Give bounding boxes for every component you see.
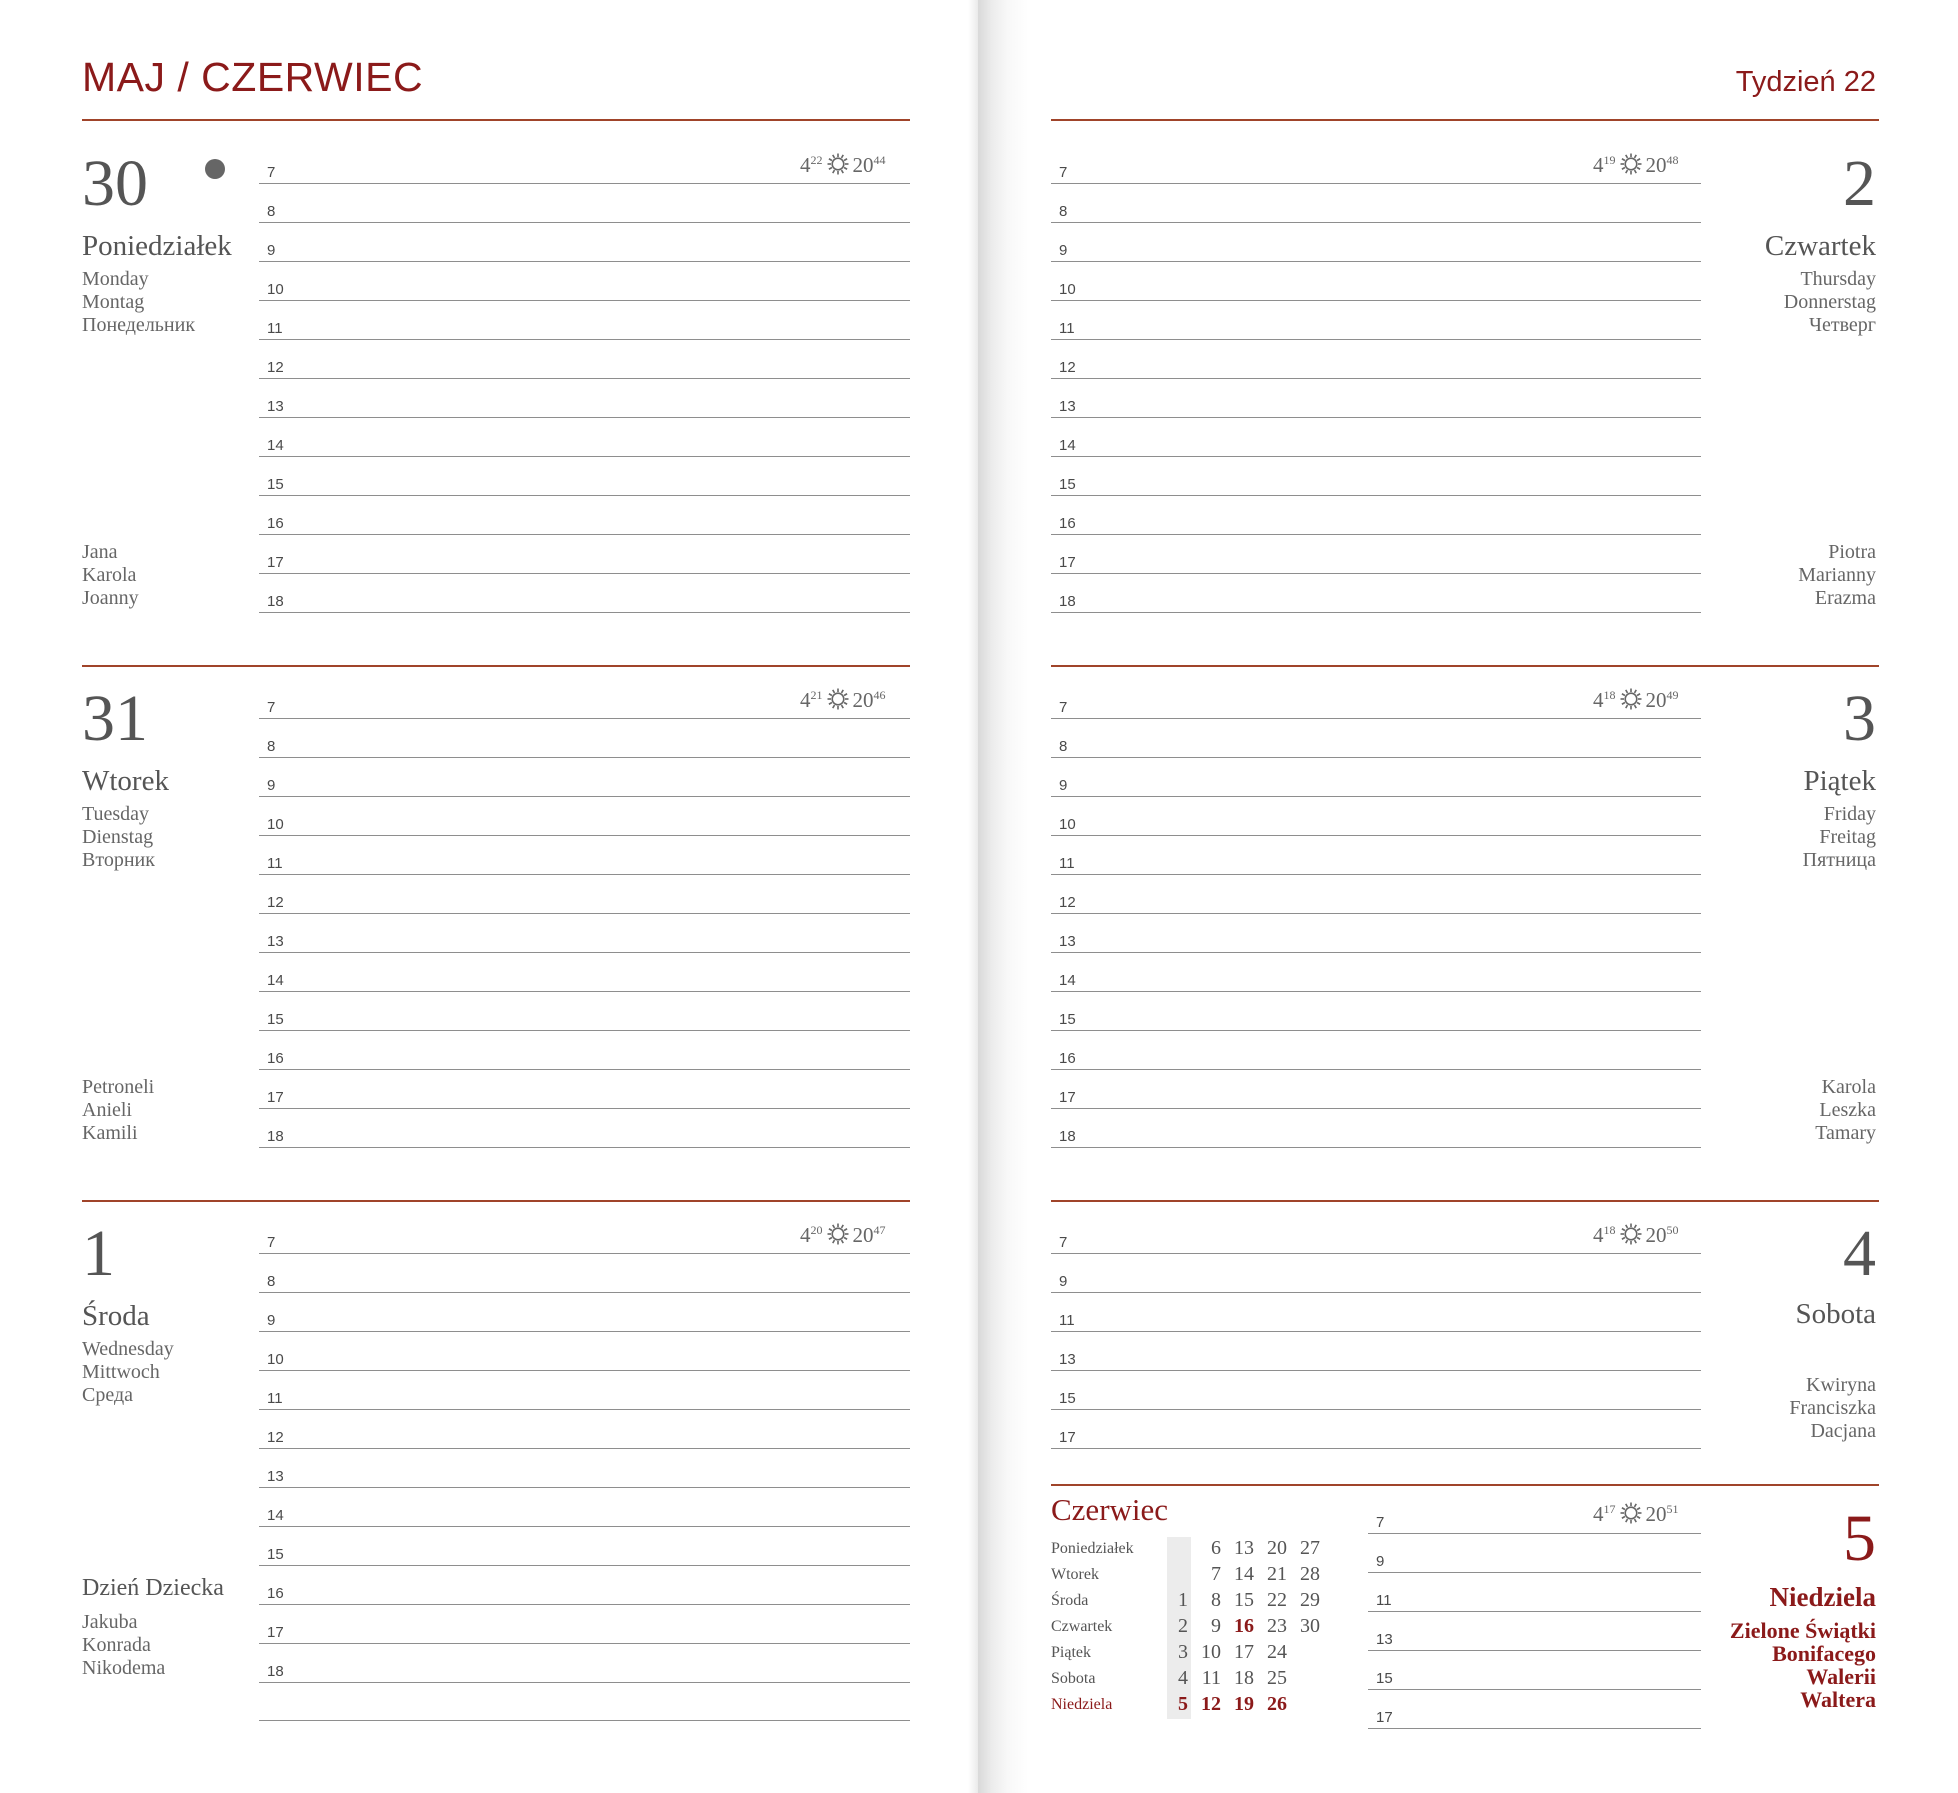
day-translations-line: Freitag [1819,826,1876,848]
day-number: 30 [82,147,148,220]
right-d3-hour-row [1051,1031,1701,1070]
hour-number: 12 [267,894,284,911]
hour-number: 12 [1059,894,1076,911]
sun-icon [827,688,849,710]
day-translations [82,268,195,337]
moon-phase-icon [205,159,225,179]
left-d31-hour-row [259,836,910,875]
right-d3-hour-row [1051,1109,1701,1148]
right-d5-hour-row [1368,1534,1701,1573]
right-d3-hour-row [1051,836,1701,875]
sunset-time: $20^{51}$ [1645,1502,1679,1526]
name-days-line: Jana [82,541,118,563]
day-translations-line: Понедельник [82,314,196,336]
day-translations [82,803,155,872]
left-d30-hour-row [259,262,910,301]
sunday-names-line: Bonifacego [1772,1641,1876,1666]
left-d30-hour-row [259,535,910,574]
hour-number: 15 [267,1546,284,1563]
mini-calendar-date: 4 [1178,1667,1188,1689]
hour-number: 8 [1059,738,1068,755]
mini-calendar-date: 3 [1178,1641,1188,1663]
day-translations [1803,803,1876,872]
mini-calendar-date: 26 [1267,1693,1287,1715]
hour-number: 9 [1059,242,1068,259]
hour-number: 8 [267,1273,276,1290]
mini-calendar-date: 7 [1211,1563,1221,1585]
hour-number: 10 [1059,281,1076,298]
hour-number: 16 [267,1050,284,1067]
day-number: 3 [1843,682,1876,755]
name-days-line: Kwiryna [1806,1374,1876,1396]
day-translations-line: Friday [1823,803,1876,825]
left-d31-hour-row [259,914,910,953]
mini-calendar-date: 18 [1234,1667,1254,1689]
mini-calendar-date: 11 [1201,1667,1221,1689]
mini-calendar-title: Czerwiec [1051,1492,1169,1527]
hour-number: 11 [1059,855,1075,872]
day-number: 4 [1843,1217,1876,1290]
hour-number: 8 [1059,203,1068,220]
day-translations-line: Среда [82,1384,134,1406]
hour-number: 9 [1059,1273,1068,1290]
hour-number: 14 [1059,972,1076,989]
hour-number: 17 [267,554,284,571]
mini-calendar-date: 28 [1300,1563,1320,1585]
left-d30-sun-times [800,153,886,183]
day-separator [82,1200,910,1202]
hour-number: 13 [1376,1631,1393,1648]
mini-calendar-weekday: Sobota [1051,1670,1096,1687]
hour-number: 13 [267,933,284,950]
left-d30-hour-row [259,457,910,496]
mini-calendar-date: 30 [1300,1615,1320,1637]
sunset-time: $20^{46}$ [852,688,886,712]
right-d3-hour-row [1051,797,1701,836]
day-number-sunday: 5 [1843,1502,1876,1575]
hour-number: 16 [1059,515,1076,532]
hour-number: 7 [267,699,276,716]
right-d4-hour-row [1051,1332,1701,1371]
hour-number: 7 [1059,1234,1068,1251]
hour-number: 15 [1376,1670,1393,1687]
writing-line [259,612,910,613]
right-d4-hour-row [1051,1293,1701,1332]
hour-number: 12 [1059,359,1076,376]
hour-number: 10 [267,281,284,298]
day-name: Wtorek [82,765,169,797]
mini-calendar-weekday: Piątek [1051,1644,1091,1661]
hour-number: 11 [267,320,283,337]
left-d30-hour-row [259,301,910,340]
mini-calendar-weekday: Wtorek [1051,1566,1099,1583]
sunset-time: $20^{50}$ [1645,1223,1679,1247]
name-days-line: Konrada [82,1634,151,1656]
sunset-time: $20^{44}$ [852,153,886,177]
hour-number: 14 [267,1507,284,1524]
sunset-time: $20^{47}$ [852,1223,886,1247]
day-translations-line: Пятница [1802,849,1876,871]
left-d1-hour-row [259,1527,910,1566]
day-translations-line: Tuesday [82,803,150,825]
hour-number: 18 [267,1663,284,1680]
day-name: Piątek [1803,765,1876,797]
mini-calendar-date: 9 [1211,1615,1221,1637]
sunday-names [1730,1619,1876,1711]
hour-number: 17 [267,1624,284,1641]
name-days-line: Franciszka [1789,1397,1876,1419]
hour-number: 14 [267,437,284,454]
right-d3-hour-row [1051,758,1701,797]
right-d2-hour-row [1051,340,1701,379]
name-days-line: Nikodema [82,1657,166,1679]
hour-number: 16 [267,1585,284,1602]
day-translations-line: Четверг [1808,314,1876,336]
sunday-names-line: Walerii [1806,1664,1876,1689]
right-d2-hour-row [1051,379,1701,418]
right-d2-hour-row [1051,301,1701,340]
right-d4-hour-row [1051,1371,1701,1410]
day-translations-line: Wednesday [82,1338,174,1360]
sunday-names-line: Waltera [1800,1687,1876,1712]
left-d1-hour-row [259,1332,910,1371]
hour-number: 12 [267,359,284,376]
writing-line [259,1682,910,1683]
mini-calendar-date: 17 [1234,1641,1254,1663]
sunrise-time: $4^{18}$ [1593,1223,1616,1247]
month-title: MAJ / CZERWIEC [82,54,424,100]
day-number: 1 [82,1217,115,1290]
left-d1-hour-row [259,1371,910,1410]
hour-number: 13 [1059,933,1076,950]
hour-number: 13 [267,398,284,415]
day-name: Sobota [1795,1298,1876,1330]
writing-line [1051,1147,1701,1148]
left-d1-hour-row [259,1566,910,1605]
name-days [82,541,139,610]
left-d1-hour-row [259,1488,910,1527]
name-days-line: Kamili [82,1122,138,1144]
left-d30-hour-row [259,496,910,535]
left-d30-hour-row [259,418,910,457]
hour-number: 9 [1059,777,1068,794]
hour-number: 9 [267,777,276,794]
sun-icon [1620,688,1642,710]
left-d1-hour-row [259,1293,910,1332]
hour-number: 11 [267,855,283,872]
sun-icon [1620,153,1642,175]
name-days [1815,1076,1876,1145]
day-name: Czwartek [1764,230,1876,262]
sunrise-time: $4^{17}$ [1593,1502,1616,1526]
day-name-sunday: Niedziela [1769,1582,1876,1612]
name-days-line: Karola [1821,1076,1876,1098]
left-d30-hour-row [259,223,910,262]
day-separator [1051,665,1879,667]
hour-number: 15 [1059,1011,1076,1028]
sunrise-time: $4^{21}$ [800,688,823,712]
name-days-line: Erazma [1814,587,1876,609]
mini-calendar-date: 23 [1267,1615,1287,1637]
left-d1-hour-row [259,1644,910,1683]
hour-number: 11 [267,1390,283,1407]
mini-calendar-weekday: Niedziela [1051,1696,1113,1713]
name-days [1798,541,1876,610]
writing-line [1051,612,1701,613]
hour-number: 18 [1059,593,1076,610]
left-d31-hour-row [259,797,910,836]
mini-calendar-date: 13 [1234,1537,1254,1559]
name-days [82,1611,165,1680]
right-d4-sun-times [1593,1223,1679,1253]
mini-calendar-date: 2 [1178,1615,1188,1637]
left-d1-hour-row [259,1254,910,1293]
mini-calendar-date: 24 [1267,1641,1287,1663]
mini-calendar-date: 21 [1267,1563,1287,1585]
left-d31-sun-times [800,688,886,718]
writing-line [1368,1728,1701,1729]
week-number: Tydzień 22 [1735,66,1876,98]
left-d1-hour-row [259,1449,910,1488]
name-days-line: Dacjana [1810,1420,1876,1442]
day-translations-line: Monday [82,268,149,290]
day-separator [1051,1200,1879,1202]
mini-calendar-date: 15 [1234,1589,1254,1611]
hour-number: 17 [1376,1709,1393,1726]
left-d31-hour-row [259,992,910,1031]
sun-icon [1620,1502,1642,1524]
hour-number: 10 [1059,816,1076,833]
right-d4-hour-row [1051,1254,1701,1293]
sunrise-time: $4^{20}$ [800,1223,823,1247]
writing-line [1051,1448,1701,1449]
name-days-line: Leszka [1819,1099,1876,1121]
left-d1-hour-row [259,1605,910,1644]
day-separator [82,665,910,667]
right-d3-hour-row [1051,953,1701,992]
left-d30-hour-row [259,184,910,223]
name-days-line: Petroneli [82,1076,155,1098]
header-rule [82,119,910,121]
sunset-time: $20^{49}$ [1645,688,1679,712]
sunset-time: $20^{48}$ [1645,153,1679,177]
sunday-names-line: Zielone Świątki [1729,1618,1876,1643]
sun-icon [1620,1223,1642,1245]
name-days-line: Tamary [1815,1122,1876,1144]
hour-number: 16 [1059,1050,1076,1067]
name-days-line: Karola [82,564,137,586]
name-days-line: Joanny [82,587,139,609]
right-d5-hour-row [1368,1573,1701,1612]
mini-calendar-weekday: Środa [1051,1592,1089,1609]
hour-number: 14 [267,972,284,989]
name-days-line: Jakuba [82,1611,138,1633]
mini-calendar-date: 22 [1267,1589,1287,1611]
hour-number: 13 [1059,398,1076,415]
mini-calendar-date: 8 [1211,1589,1221,1611]
hour-number: 15 [267,476,284,493]
hour-number: 14 [1059,437,1076,454]
day-name: Środa [82,1300,150,1332]
sunrise-time: $4^{22}$ [800,153,823,177]
left-d31-hour-row [259,953,910,992]
hour-number: 13 [267,1468,284,1485]
day-number: 2 [1843,147,1876,220]
mini-calendar-weekday: Poniedziałek [1051,1540,1134,1557]
bottom-writing-line [259,1720,910,1721]
sun-icon [827,1223,849,1245]
right-d3-hour-row [1051,1070,1701,1109]
right-d2-hour-row [1051,457,1701,496]
right-d5-hour-row [1368,1612,1701,1651]
right-d2-hour-row [1051,184,1701,223]
hour-number: 8 [267,738,276,755]
sunrise-time: $4^{18}$ [1593,688,1616,712]
mini-calendar-date: 25 [1267,1667,1287,1689]
hour-number: 15 [1059,1390,1076,1407]
right-d4-hour-row [1051,1410,1701,1449]
hour-number: 10 [267,1351,284,1368]
right-d3-hour-row [1051,992,1701,1031]
mini-calendar-date: 19 [1234,1693,1254,1715]
hour-number: 17 [1059,1429,1076,1446]
mini-calendar-weekday: Czwartek [1051,1618,1113,1635]
day-translations [82,1338,174,1407]
day-translations-line: Thursday [1800,268,1876,290]
right-d2-hour-row [1051,535,1701,574]
left-d1-hour-row [259,1410,910,1449]
right-d2-hour-row [1051,262,1701,301]
day-separator [1051,1484,1879,1486]
hour-number: 13 [1059,1351,1076,1368]
hour-number: 15 [1059,476,1076,493]
hour-number: 9 [1376,1553,1385,1570]
hour-number: 16 [267,515,284,532]
hour-number: 9 [267,242,276,259]
day-translations [1784,268,1876,337]
name-days-line: Marianny [1798,564,1876,586]
left-d30-hour-row [259,379,910,418]
right-d2-hour-row [1051,496,1701,535]
left-d30-hour-row [259,340,910,379]
mini-calendar-date: 14 [1234,1563,1254,1585]
header-rule-right [1051,119,1879,121]
name-days [82,1076,154,1145]
mini-calendar-date: 16 [1234,1615,1254,1637]
mini-calendar-date: 20 [1267,1537,1287,1559]
hour-number: 18 [1059,1128,1076,1145]
hour-number: 17 [1059,1089,1076,1106]
right-d5-sun-times [1593,1502,1679,1532]
right-d3-hour-row [1051,914,1701,953]
left-d31-hour-row [259,758,910,797]
hour-number: 11 [1059,1312,1075,1329]
right-d2-hour-row [1051,223,1701,262]
left-d1-sun-times [800,1223,886,1253]
mini-calendar-date: 1 [1178,1589,1188,1611]
hour-number: 11 [1059,320,1075,337]
left-d30-hour-row [259,574,910,613]
name-days-line: Anieli [82,1099,132,1121]
right-d2-sun-times [1593,153,1679,183]
right-d5-hour-row [1368,1690,1701,1729]
day-translations-line: Mittwoch [82,1361,160,1383]
right-d3-hour-row [1051,875,1701,914]
mini-calendar-date: 27 [1300,1537,1320,1559]
hour-number: 7 [267,164,276,181]
hour-number: 7 [1059,699,1068,716]
day-translations-line: Montag [82,291,145,313]
day-translations-line: Donnerstag [1783,291,1876,313]
left-d31-hour-row [259,1070,910,1109]
mini-calendar-date: 29 [1300,1589,1320,1611]
day-name: Poniedziałek [82,230,232,262]
mini-calendar-date: 6 [1211,1537,1221,1559]
writing-line [259,1147,910,1148]
name-days [1789,1374,1876,1443]
hour-number: 7 [267,1234,276,1251]
left-d31-hour-row [259,1031,910,1070]
day-translations-line: Вторник [82,849,155,871]
hour-number: 17 [267,1089,284,1106]
sun-icon [827,153,849,175]
event-name: Dzień Dziecka [82,1575,224,1601]
hour-number: 15 [267,1011,284,1028]
day-translations-line: Dienstag [82,826,154,848]
sunrise-time: $4^{19}$ [1593,153,1616,177]
hour-number: 7 [1376,1514,1385,1531]
mini-calendar-date: 12 [1201,1693,1221,1715]
hour-number: 12 [267,1429,284,1446]
mini-calendar-date: 10 [1201,1641,1221,1663]
right-d2-hour-row [1051,574,1701,613]
left-d31-hour-row [259,719,910,758]
hour-number: 11 [1376,1592,1392,1609]
right-d3-sun-times [1593,688,1679,718]
right-d3-hour-row [1051,719,1701,758]
hour-number: 8 [267,203,276,220]
hour-number: 7 [1059,164,1068,181]
right-d2-hour-row [1051,418,1701,457]
hour-number: 18 [267,1128,284,1145]
mini-calendar-date: 5 [1178,1693,1188,1715]
hour-number: 17 [1059,554,1076,571]
hour-number: 10 [267,816,284,833]
right-d5-hour-row [1368,1651,1701,1690]
left-d31-hour-row [259,875,910,914]
hour-number: 9 [267,1312,276,1329]
left-d31-hour-row [259,1109,910,1148]
name-days-line: Piotra [1828,541,1876,563]
day-number: 31 [82,682,148,755]
hour-number: 18 [267,593,284,610]
